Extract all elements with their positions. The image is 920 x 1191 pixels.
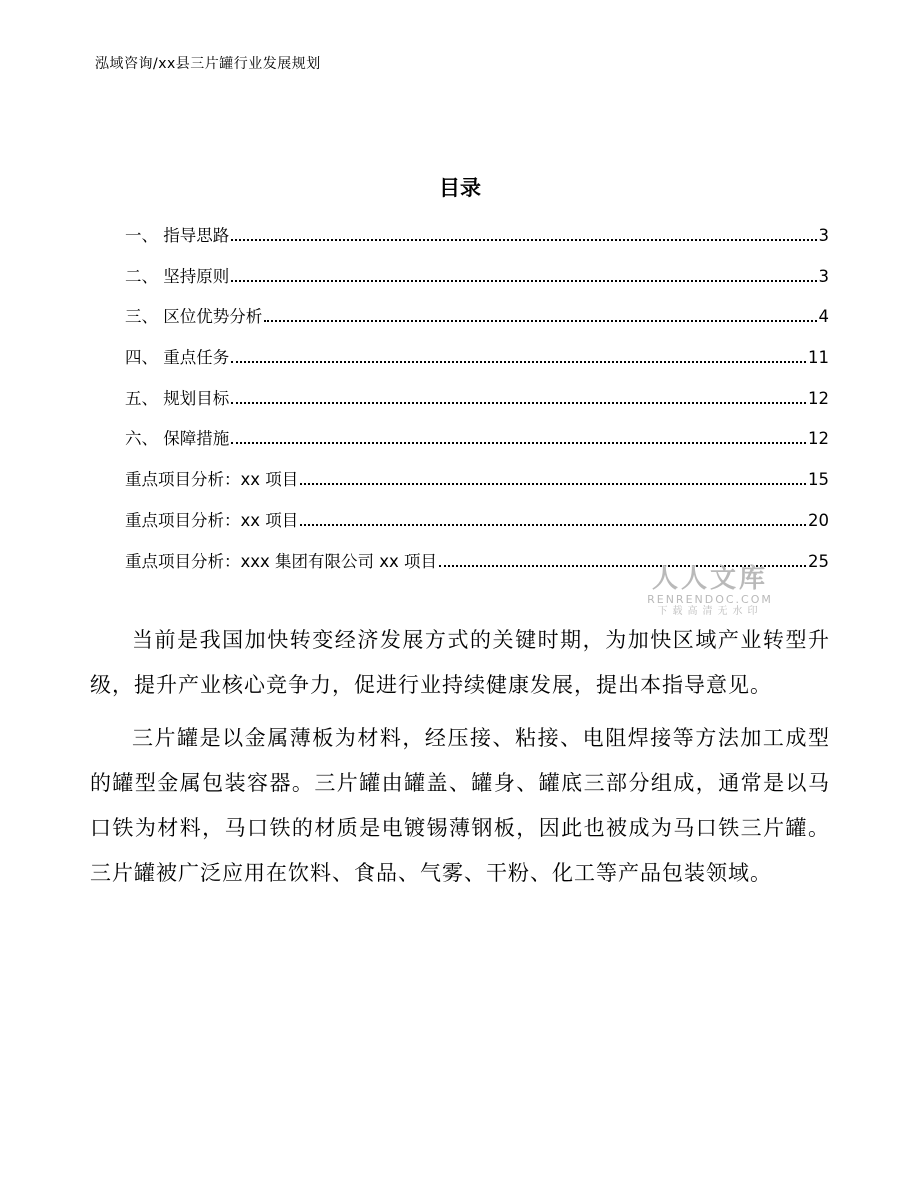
toc-entry-label: 一、 指导思路 bbox=[125, 226, 230, 245]
toc-leader-dots bbox=[300, 524, 806, 526]
toc-leader-dots bbox=[264, 320, 816, 322]
toc-entry-label: 六、 保障措施 bbox=[125, 429, 230, 449]
document-body bbox=[90, 618, 830, 904]
toc-entry-label: 重点项目分析：xx 项目 bbox=[125, 470, 299, 490]
watermark-slogan: 下载高清无水印 bbox=[657, 606, 763, 617]
toc-entry-page: 3 bbox=[818, 226, 829, 245]
toc-entry-label: 四、 重点任务 bbox=[125, 348, 230, 368]
toc-entry-page: 3 bbox=[818, 266, 829, 286]
body-paragraph: 三片罐是以金属薄板为材料，经压接、粘接、电阻焊接等方法加工成型的罐型金属包装容器。三片罐由罐盖、罐身、罐底三部分组成，通常是以马口铁为材料，马口铁的材质是电镀锡薄钢板，因此也被成为马口铁三片罐。三片罐被广泛应用在饮料、食品、气雾、干粉、化工等产品包装领域。 bbox=[90, 726, 830, 885]
toc-entry[interactable] bbox=[125, 222, 829, 263]
body-paragraph: 当前是我国加快转变经济发展方式的关键时期，为加快区域产业转型升级，提升产业核心竞争力，促进行业持续健康发展，提出本指导意见。 bbox=[90, 628, 830, 697]
toc-entry-label: 重点项目分析：xxx 集团有限公司 xx 项目 bbox=[125, 551, 438, 571]
toc-entry[interactable] bbox=[125, 385, 829, 426]
running-header: 泓域咨询/xx县三片罐行业发展规划 bbox=[95, 56, 321, 72]
toc-entry-page: 4 bbox=[818, 307, 829, 327]
toc-entry-page: 25 bbox=[808, 551, 829, 571]
toc-entry[interactable] bbox=[125, 303, 829, 344]
toc-entry-label: 二、 坚持原则 bbox=[125, 266, 230, 286]
toc-entry[interactable] bbox=[125, 425, 829, 466]
toc-entry-page: 11 bbox=[808, 348, 829, 368]
table-of-contents bbox=[125, 222, 829, 588]
toc-entry-page: 15 bbox=[808, 470, 829, 490]
toc-entry-label: 三、 区位优势分析 bbox=[125, 307, 263, 327]
toc-leader-dots bbox=[300, 483, 806, 485]
toc-entry-page: 12 bbox=[808, 388, 829, 408]
toc-entry-page: 12 bbox=[808, 429, 829, 449]
toc-entry-label: 五、 规划目标 bbox=[125, 388, 230, 408]
toc-entry[interactable] bbox=[125, 466, 829, 507]
toc-leader-dots bbox=[231, 402, 806, 404]
toc-leader-dots bbox=[231, 280, 816, 282]
watermark-domain: RENRENDOC.COM bbox=[647, 593, 773, 606]
toc-entry-label: 重点项目分析：xx 项目 bbox=[125, 510, 299, 530]
toc-title: 目录 bbox=[439, 176, 481, 200]
toc-entry[interactable] bbox=[125, 263, 829, 304]
toc-entry[interactable] bbox=[125, 507, 829, 548]
toc-entry[interactable] bbox=[125, 344, 829, 385]
toc-entry-page: 20 bbox=[808, 510, 829, 530]
toc-leader-dots bbox=[231, 442, 806, 444]
watermark bbox=[645, 565, 775, 618]
toc-leader-dots bbox=[231, 239, 816, 241]
toc-leader-dots bbox=[231, 361, 806, 363]
watermark-logo: 人人文库 bbox=[651, 564, 768, 594]
